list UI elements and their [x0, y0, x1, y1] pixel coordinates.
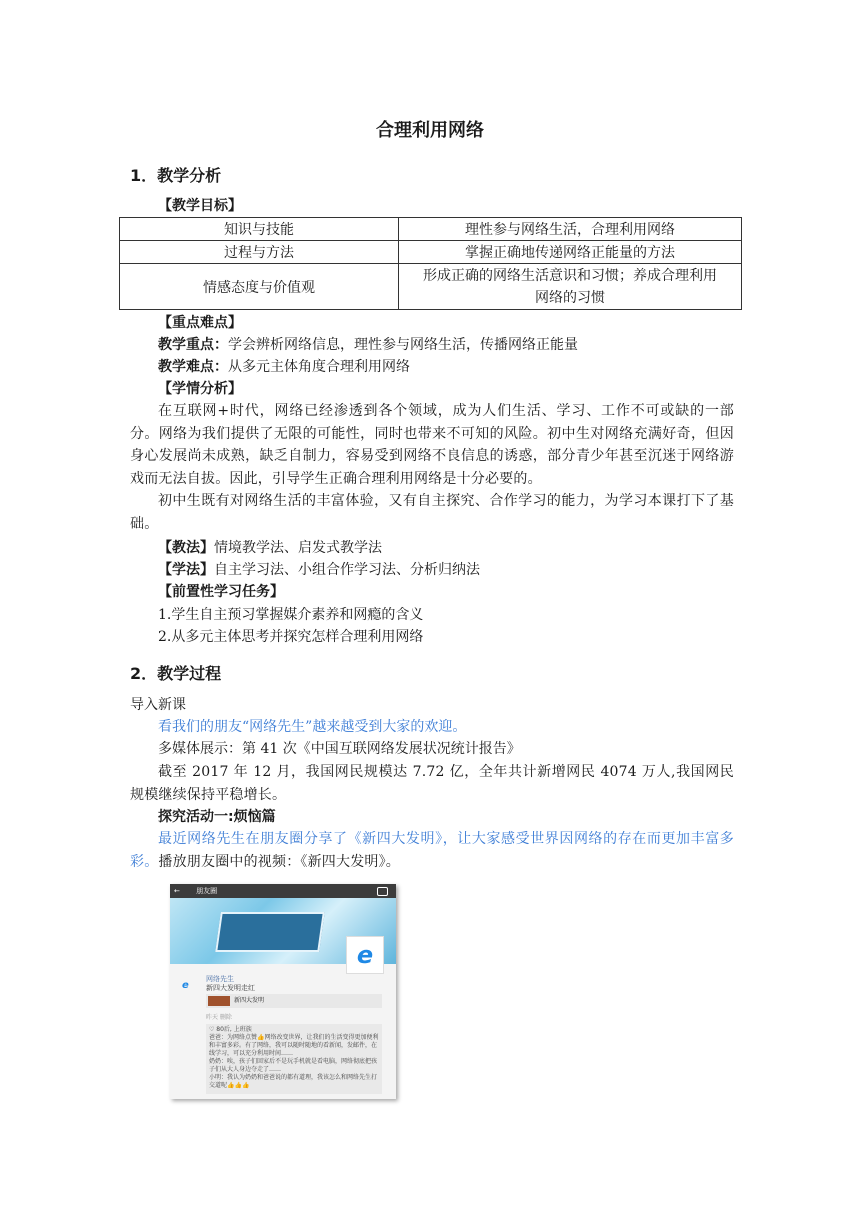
- list-item: ♡ 80后, 上班族: [209, 1026, 252, 1033]
- learn-line: [158, 559, 480, 581]
- goals-table: [119, 217, 742, 310]
- moments-title: 朋友圈: [196, 887, 218, 895]
- page-title: 合理利用网络: [376, 120, 484, 141]
- link-thumbnail: [208, 996, 230, 1006]
- camera-icon: [377, 887, 388, 896]
- method-label: 【教法】: [158, 540, 214, 556]
- key-point-label: 教学重点：: [158, 337, 228, 353]
- pretask-item: 1.学生自主预习掌握媒介素养和网瘾的含义: [158, 607, 424, 623]
- method-line: [158, 537, 382, 559]
- table-row: [120, 241, 742, 264]
- intro-label: 导入新课: [130, 697, 186, 713]
- goal-dimension: 知识与技能: [120, 218, 399, 241]
- post-meta: 昨天 删除: [206, 1014, 232, 1021]
- moments-header: [170, 884, 396, 898]
- comments-box: [206, 1024, 382, 1094]
- difficulty-text: 从多元主体角度合理利用网络: [228, 359, 410, 375]
- analysis-paragraph-2: 初中生既有对网络生活的丰富体验，又有自主探究、合作学习的能力，为学习本课打下了基础。: [130, 493, 734, 532]
- goal-content-line: 网络的习惯: [535, 289, 605, 306]
- list-item: 小明：我认为奶奶和爸爸说的都有道理，我该怎么和网络先生打交道呢👍👍👍: [209, 1074, 378, 1089]
- stat-paragraph: 截至 2017 年 12 月，我国网民规模达 7.72 亿，全年共计新增网民 4074 万人,我国网民规模继续保持平稳增长。: [130, 764, 734, 803]
- link-title: 新四大发明: [234, 997, 265, 1004]
- shared-link: [206, 994, 382, 1008]
- goal-dimension: 过程与方法: [120, 241, 399, 264]
- goal-content: 掌握正确地传递网络正能量的方法: [399, 241, 742, 264]
- key-point-text: 学会辨析网络信息，理性参与网络生活，传播网络正能量: [228, 337, 578, 353]
- table-row: [120, 218, 742, 241]
- goal-content: [399, 264, 742, 310]
- activity-play-text: 播放朋友圈中的视频：《新四大发明》。: [158, 853, 401, 870]
- post-text: 新四大发明走红: [206, 984, 255, 992]
- goal-content-line: 形成正确的网络生活意识和习惯；养成合理利用: [423, 267, 717, 284]
- analysis-label: 【学情分析】: [158, 381, 242, 397]
- moments-banner-image: [170, 898, 396, 969]
- table-row: [120, 264, 742, 310]
- section-heading-analysis: 1．教学分析: [130, 166, 222, 185]
- pretask-label: 【前置性学习任务】: [158, 584, 284, 600]
- goals-label: 【教学目标】: [158, 198, 242, 214]
- monitor-graphic: [215, 912, 325, 952]
- back-arrow-icon: ←: [174, 887, 180, 895]
- avatar: e: [182, 980, 189, 991]
- difficulty-label: 教学难点：: [158, 359, 228, 375]
- method-text: 情境教学法、启发式教学法: [214, 540, 382, 556]
- list-item: 奶奶：唉，孩子们回家后不是玩手机就是看电脑，网络彻底把孩子们从大人身边夺走了……: [209, 1058, 378, 1073]
- poster-name: 网络先生: [206, 975, 234, 983]
- section-heading-process: 2．教学过程: [130, 664, 222, 683]
- activity-blue-text: 最近网络先生在朋友圈分享了《新四大发明》，让大家感受世界因网络的存在而更加丰富多彩。: [130, 831, 734, 870]
- analysis-paragraph-1: 在互联网+时代，网络已经渗透到各个领域，成为人们生活、学习、工作不可或缺的一部分。网络为我们提供了无限的可能性，同时也带来不可知的风险。初中生对网络充满好奇，但因身心发展尚未成熟，缺乏自制力，容易受到网络不良信息的诱惑，部分青少年甚至沉迷于网络游戏而无法自拔。因此，引导学生正确合理利用网络是十分必要的。: [130, 403, 734, 487]
- activity-paragraph: [130, 828, 734, 873]
- pretask-item: 2.从多元主体思考并探究怎样合理利用网络: [158, 629, 424, 645]
- wechat-moments-screenshot: [170, 884, 396, 1099]
- list-item: 爸爸：为网络点赞👍网络改变世界，让我们的生活变得更加便利和丰富多彩。有了网络，我可以随时随地的看新闻，发邮件，在线学习，可以充分利用时间……: [209, 1034, 379, 1057]
- key-point-line: [158, 334, 578, 356]
- difficulty-line: [158, 356, 410, 378]
- activity-label: 探究活动一:烦恼篇: [158, 809, 276, 825]
- intro-text: 看我们的朋友“网络先生”越来越受到大家的欢迎。: [158, 719, 467, 735]
- media-text: 多媒体展示：第 41 次《中国互联网络发展状况统计报告》: [158, 741, 521, 757]
- learn-label: 【学法】: [158, 562, 214, 578]
- ie-logo-icon: e: [346, 936, 384, 974]
- goal-content: 理性参与网络生活，合理利用网络: [399, 218, 742, 241]
- goal-dimension: 情感态度与价值观: [120, 264, 399, 310]
- key-label: 【重点难点】: [158, 315, 242, 331]
- learn-text: 自主学习法、小组合作学习法、分析归纳法: [214, 562, 480, 578]
